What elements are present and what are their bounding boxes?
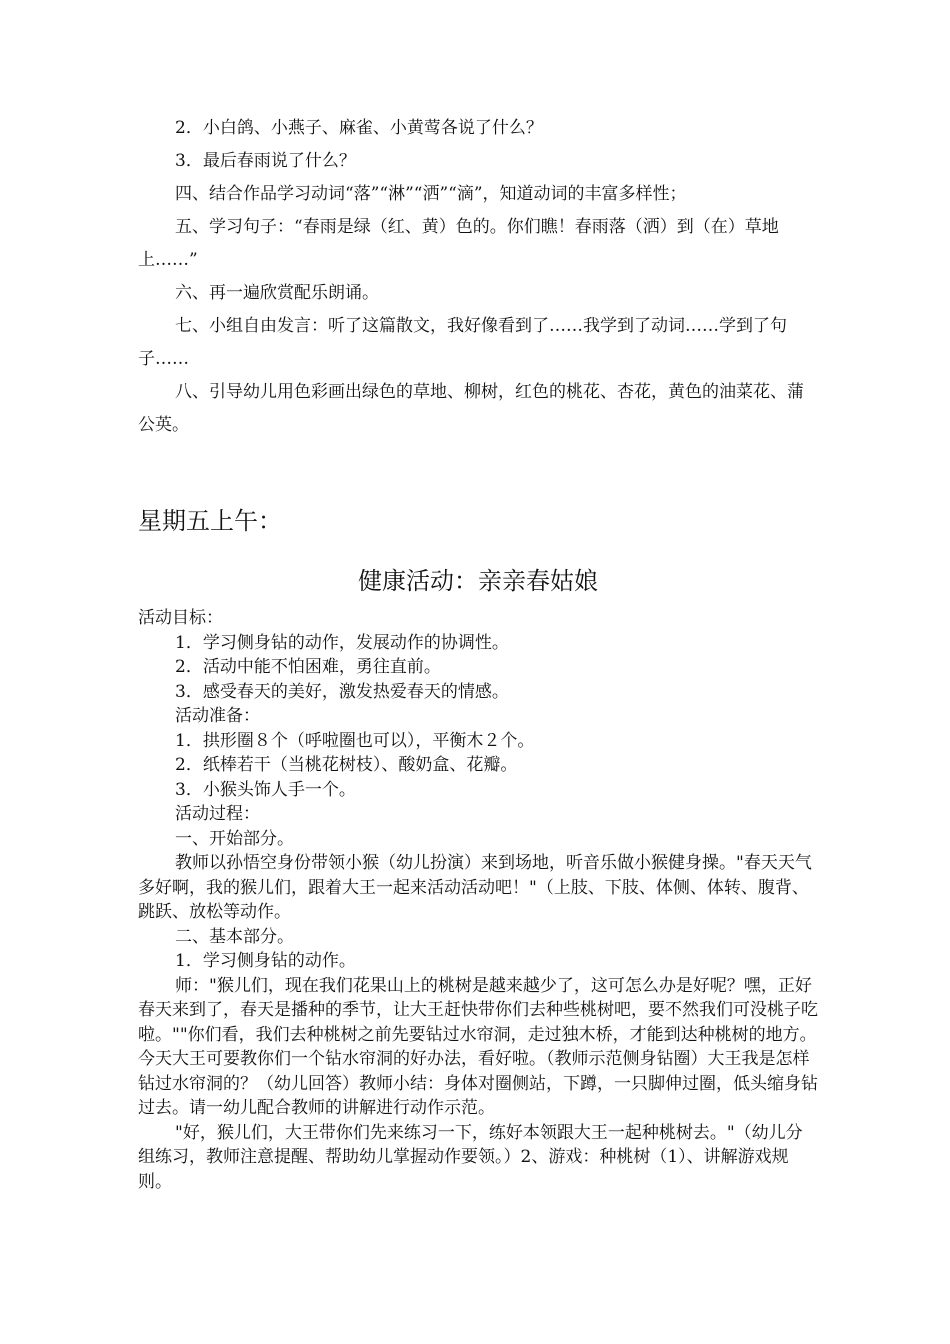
- step-8: 八、引导幼儿用色彩画出绿色的草地、柳树，红色的桃花、杏花，黄色的油菜花、蒲公英。: [138, 382, 804, 435]
- goal-item: 1．学习侧身钻的动作，发展动作的协调性。: [175, 632, 509, 653]
- prep-item: 3．小猴头饰人手一个。: [175, 779, 356, 800]
- step-5: 五、学习句子：“春雨是绿（红、黄）色的。你们瞧！春雨落（洒）到（在）草地上……”: [138, 217, 779, 270]
- part2-heading: 二、基本部分。: [175, 926, 294, 947]
- question-2: 2．小白鸽、小燕子、麻雀、小黄莺各说了什么？: [175, 118, 543, 138]
- part2-text: 师："猴儿们，现在我们花果山上的桃树是越来越少了，这可怎么办是好呢？嘿，正好春天来到了，春天是播种的季节，让大王赶快带你们去种些桃树吧，要不然我们可没桃子吃啦。""你们看，我们去种桃树之前先要钻过水帘洞，走过独木桥，才能到达种桃树的地方。今天大王可要教你们一个钻水帘洞的好办法，看好啦。（教师示范侧身钻圈）大王我是怎样钻过水帘洞的？（幼儿回答）教师小结：身体对圈侧站，下蹲，一只脚伸过圈，低头缩身钻过去。请一幼儿配合教师的讲解进行动作示范。: [138, 975, 818, 1118]
- goal-heading: 活动目标：: [138, 608, 223, 628]
- step-4: 四、结合作品学习动词“落”“淋”“洒”“滴”，知道动词的丰富多样性；: [175, 184, 687, 204]
- question-3: 3．最后春雨说了什么？: [175, 151, 356, 171]
- prep-item: 1．拱形圈８个（呼啦圈也可以），平衡木２个。: [175, 730, 535, 751]
- weekday-heading: 星期五上午：: [138, 507, 282, 535]
- goal-item: 3．感受春天的美好，激发热爱春天的情感。: [175, 681, 509, 702]
- prep-item: 2．纸棒若干（当桃花树枝）、酸奶盒、花瓣。: [175, 755, 518, 775]
- part1-heading: 一、开始部分。: [175, 828, 294, 849]
- activity-title: 健康活动：亲亲春姑娘: [358, 567, 598, 595]
- part2-subheading: 1．学习侧身钻的动作。: [175, 951, 356, 971]
- prep-heading: 活动准备：: [175, 706, 260, 726]
- step-7: 七、小组自由发言：听了这篇散文，我好像看到了……我学到了动词……学到了句子……: [138, 316, 787, 369]
- goal-item: 2．活动中能不怕困难，勇往直前。: [175, 657, 441, 677]
- part1-text: 教师以孙悟空身份带领小猴（幼儿扮演）来到场地，听音乐做小猴健身操。"春天天气多好啊，我的猴儿们，跟着大王一起来活动活动吧！"（上肢、下肢、体侧、体转、腹背、跳跃、放松等动作。: [138, 853, 812, 922]
- process-heading: 活动过程：: [175, 804, 260, 824]
- part2-text-continued: "好，猴儿们，大王带你们先来练习一下，练好本领跟大王一起种桃树去。"（幼儿分组练习，教师注意提醒、帮助幼儿掌握动作要领。）2、游戏：种桃树（1）、讲解游戏规则。: [138, 1122, 803, 1192]
- step-6: 六、再一遍欣赏配乐朗诵。: [175, 283, 379, 303]
- document-page: [138, 112, 818, 1194]
